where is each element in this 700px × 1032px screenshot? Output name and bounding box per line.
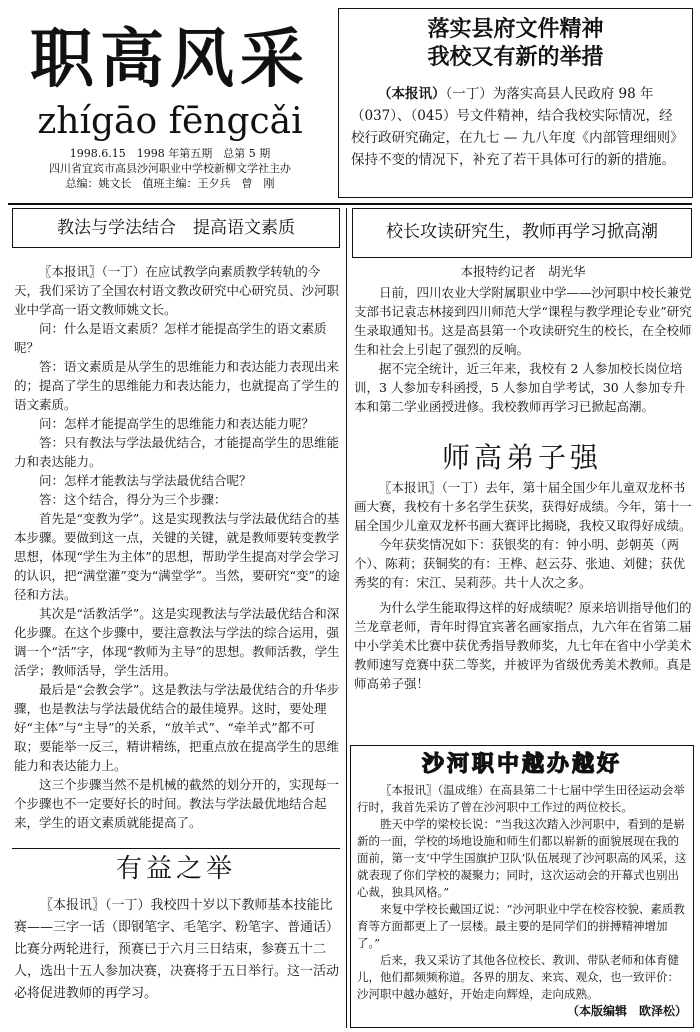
principal-byline: 本报特约记者 胡光华 (460, 264, 586, 279)
shahe-box (350, 745, 694, 1028)
interview-para: 首先是“变教为学”。这是实现教法与学法最优结合的基本步骤。要做到这一点，关键的关键，就是教师要转变教学思想，体现“学生为主体”的思想，帮助学生提高对学会学习的认识，把“满堂灌”变为“满堂学”。当然，要研究“变”的途径和方法。 (14, 511, 340, 602)
masthead-rule (8, 203, 692, 205)
interview-para: 问：什么是语文素质？怎样才能提高学生的语文素质呢？ (14, 321, 327, 355)
good-move-rule (12, 848, 340, 849)
masthead-pinyin: zhígāo fēngcǎi (37, 101, 303, 142)
principal-body (354, 262, 692, 416)
teacher-strong-para: 为什么学生能取得这样的好成绩呢？原来培训指导他们的兰龙章老师，青年时得宜宾著名画家指点，九六年在省第二届中小学美术比赛中获优秀指导教师奖，九七年在省中小学美术教师速写竞赛中获二等奖，并被评为省级优秀美术教师。真是师高弟子强！ (354, 600, 692, 691)
interview-para: 〖本报讯〗（一丁）在应试教学向素质教学转轨的今天，我们采访了全国农村语文教改研究中心研究员、沙河职业中学高一语文教师姚文长。 (14, 264, 340, 317)
top-news-body (351, 83, 680, 171)
teacher-strong-title: 师高弟子强 (441, 441, 602, 474)
issue-line: 1998.6.15 1998 年第五期 总第 5 期 (69, 147, 271, 160)
column-divider (346, 208, 347, 1028)
shahe-title: 沙河职中越办越好 (421, 751, 622, 777)
shahe-para: 〖本报讯〗（温成维）在高县第二十七届中学生田径运动会举行时，我首先采访了曾在沙河职中工作过的两位校长。 (357, 783, 685, 814)
masthead-meta (10, 146, 330, 191)
interview-para: 最后是“会教会学”。这是教法与学法最优结合的升华步骤，也是教法与学法最优结合的最佳境界。这时，要处理好“主体”与“主导”的关系，“放羊式”、“牵羊式”都不可取；要能举一反三，精讲精练，把重点放在提高学生的思维能力和表达能力上。 (14, 682, 340, 773)
masthead-title: 职高风采 (30, 22, 310, 97)
good-move-title: 有益之举 (115, 854, 236, 884)
publisher-line: 四川省宜宾市高县沙河职业中学校新柳文学社主办 (49, 162, 291, 175)
top-news-text: （一丁）为落实高县人民政府 98 年（037）、（045）号文件精神，结合我校实际情况，经校行政研究确定，在九七 — 九八年度《内部管理细则》保持不变的情况下，补充了若干具体可行的新的措施。 (351, 86, 677, 168)
shahe-credit: （本版编辑 欧泽松） (566, 1004, 687, 1018)
interview-body (14, 262, 340, 832)
top-news-title-2: 我校又有新的举措 (427, 44, 604, 70)
top-news-title-1: 落实县府文件精神 (427, 16, 604, 42)
interview-para: 问：怎样才能教法与学法最优结合呢？ (39, 473, 252, 488)
teacher-strong-body (354, 478, 692, 693)
good-move-body: 〖本报讯〗（一丁）我校四十岁以下教师基本技能比赛——三字一话（即钢笔字、毛笔字、粉笔字、普通话）比赛分两轮进行，预赛已于六月三日结束，参赛五十二人，选出十五人参加决赛，决赛将于五日举行。这一活动必将促进教师的再学习。 (14, 898, 340, 1001)
interview-para: 答：语文素质是从学生的思维能力和表达能力表现出来的；提高了学生的思维能力和表达能力，也就提高了学生的语文素质。 (14, 359, 340, 412)
teacher-strong-para: 〖本报讯〗（一丁）去年，第十届全国少年儿童双龙杯书画大赛，我校有十多名学生获奖，获得好成绩。今年，第十一届全国少儿童双龙杯书画大赛评比揭晓，我校又取得好成绩。 (354, 480, 692, 533)
shahe-body (357, 782, 687, 1020)
interview-title: 教法与学法结合 提高语文素质 (57, 218, 295, 238)
editors-line: 总编：姚文长 值班主编：王夕兵 曾 刚 (65, 177, 275, 190)
top-news-box (338, 8, 693, 198)
shahe-para: 胜天中学的梁校长说：“当我这次踏入沙河职中，看到的是崭新的一面，学校的场地设施和师生们都以崭新的面貌展现在我的面前，第一支‘中学生国旗护卫队’队伍展现了沙河职高的风采，这就表现了你们学校的凝聚力；同时，这次运动会的开幕式也别出心裁，独具风格。” (357, 817, 687, 899)
principal-title: 校长攻读研究生，教师再学习掀高潮 (386, 222, 658, 242)
interview-para: 其次是“活教活学”。这是实现教法与学法最优结合和深化步骤。在这个步骤中，要注意教法与学法的综合运用，强调一个“活”字，体现“教师为主导”的思想。教师活教，学生活学；教师活导，学生活用。 (14, 606, 340, 678)
principal-title-box (352, 208, 692, 258)
interview-para: 问：怎样才能提高学生的思维能力和表达能力呢？ (39, 416, 315, 431)
interview-para: 答：只有教法与学法最优结合，才能提高学生的思维能力和表达能力。 (14, 435, 340, 469)
interview-para: 这三个步骤当然不是机械的截然的划分开的，实现每一个步骤也不一定要好长的时间。教法与学法最优地结合起来，学生的语文素质就能提高了。 (14, 777, 340, 830)
interview-para: 答：这个结合，得分为三个步骤： (39, 492, 227, 507)
shahe-para: 后来，我又采访了其他各位校长、教训、带队老师和体育健儿，他们都频频称道。各界的朋友、来宾、观众，也一致评价：沙河职中越办越好，开始走向辉煌，走向成熟。 (357, 953, 679, 1001)
teacher-strong-para: 今年获奖情况如下：获银奖的有：钟小明、彭朝英（两个）、陈莉；获铜奖的有：王桦、赵云芬、张迪、刘健；获优秀奖的有：宋江、吴莉莎。共十人次之多。 (354, 537, 686, 590)
top-news-lead: （本报讯） (378, 86, 446, 102)
principal-para: 据不完全统计，近三年来，我校有 2 人参加校长岗位培训，3 人参加专科函授，5 人参加自学考试，30 人参加专升本和第二学业函授进修。我校教师再学习已掀起高潮。 (354, 361, 686, 414)
interview-title-box (12, 208, 340, 248)
principal-para: 日前，四川农业大学附属职业中学——沙河职中校长兼党支部书记袁志林接到四川师范大学“课程与教学理论专业”研究生录取通知书。这是高县第一个攻读研究生的校长，在全校师生和社会上引起了强烈的反响。 (354, 285, 692, 357)
shahe-para: 来复中学校长戴国辽说：“沙河职业中学在校容校貌、素质教育等方面都更上了一层楼。最主要的是同学们的拼搏精神增加了。” (357, 902, 685, 950)
